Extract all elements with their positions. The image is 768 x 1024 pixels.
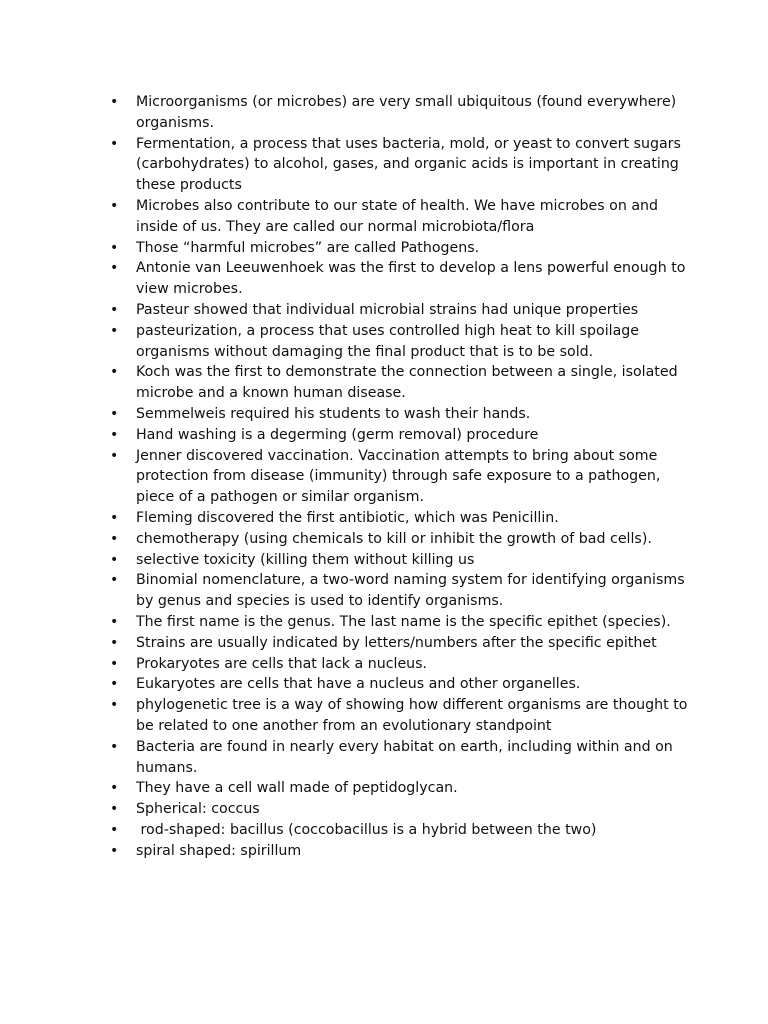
bullet-dot: •: [110, 260, 119, 277]
list-item-text: Pasteur showed that individual microbial strains had unique properties: [136, 301, 639, 318]
bullet-dot: •: [110, 239, 119, 256]
list-item: [108, 778, 688, 799]
bullet-dot: •: [110, 322, 119, 339]
list-item-text: pasteurization, a process that uses controlled high heat to kill spoilage organisms without damaging the final product that is to be sold.: [136, 322, 644, 360]
list-item: [108, 674, 688, 695]
list-item: [108, 841, 688, 862]
bullet-dot: •: [110, 655, 119, 672]
bullet-dot: •: [110, 842, 119, 859]
list-item: [108, 508, 688, 529]
list-item-text: Those “harmful microbes” are called Pathogens.: [136, 239, 480, 256]
list-item: [108, 321, 688, 363]
list-item: [108, 134, 688, 196]
list-item: [108, 300, 688, 321]
list-item-text: Bacteria are found in nearly every habitat on earth, including within and on humans.: [136, 738, 678, 776]
bullet-dot: •: [110, 613, 119, 630]
bullet-list: [108, 92, 692, 861]
list-item-text: Fleming discovered the first antibiotic, which was Penicillin.: [136, 509, 559, 526]
list-item-text: spiral shaped: spirillum: [136, 842, 302, 859]
list-item: [108, 425, 688, 446]
bullet-dot: •: [110, 135, 119, 152]
list-item-text: Spherical: coccus: [136, 801, 260, 818]
list-item-text: They have a cell wall made of peptidoglycan.: [136, 780, 458, 797]
list-item: [108, 654, 688, 675]
list-item-text: Binomial nomenclature, a two-word naming system for identifying organisms by genus and species is used to identify organisms.: [136, 572, 690, 610]
bullet-dot: •: [110, 426, 119, 443]
bullet-dot: •: [110, 405, 119, 422]
list-item-text: Jenner discovered vaccination. Vaccination attempts to bring about some protection from disease (immunity) through safe exposure to a pathogen, piece of a pathogen or similar organism.: [136, 447, 665, 506]
bullet-dot: •: [110, 780, 119, 797]
list-item-text: Koch was the first to demonstrate the connection between a single, isolated microbe and a known human disease.: [136, 364, 683, 402]
bullet-dot: •: [110, 551, 119, 568]
list-item-text: selective toxicity (killing them without killing us: [136, 551, 475, 568]
list-item: [108, 550, 688, 571]
list-item-text: The first name is the genus. The last name is the specific epithet (species).: [136, 613, 671, 630]
bullet-dot: •: [110, 634, 119, 651]
list-item-text: Fermentation, a process that uses bacteria, mold, or yeast to convert sugars (carbohydrates) to alcohol, gases, and organic acids is important in creating these products: [136, 135, 686, 194]
bullet-dot: •: [110, 301, 119, 318]
list-item: [108, 529, 688, 550]
bullet-dot: •: [110, 676, 119, 693]
list-item: [108, 799, 688, 820]
list-item-text: Hand washing is a degerming (germ removal) procedure: [136, 426, 539, 443]
list-item: [108, 820, 688, 841]
list-item: [108, 446, 688, 508]
list-item: [108, 238, 688, 259]
list-item: [108, 570, 688, 612]
bullet-dot: •: [110, 364, 119, 381]
bullet-dot: •: [110, 447, 119, 464]
bullet-dot: •: [110, 94, 119, 110]
list-item-text: chemotherapy (using chemicals to kill or inhibit the growth of bad cells).: [136, 530, 652, 547]
list-item-text: Eukaryotes are cells that have a nucleus and other organelles.: [136, 676, 581, 693]
bullet-dot: •: [110, 738, 119, 755]
list-item-text: Microbes also contribute to our state of health. We have microbes on and inside of us. They are called our normal microbiota/flora: [136, 197, 663, 235]
bullet-dot: •: [110, 697, 119, 714]
list-item-text: Semmelweis required his students to wash their hands.: [136, 405, 531, 422]
list-item-text: phylogenetic tree is a way of showing how different organisms are thought to be related to one another from an evolutionary standpoint: [136, 697, 692, 734]
list-item: [108, 258, 688, 300]
bullet-dot: •: [110, 197, 119, 214]
list-item: [108, 362, 688, 404]
list-item: [108, 404, 688, 425]
list-item-text: Microorganisms (or microbes) are very small ubiquitous (found everywhere) organisms.: [136, 94, 681, 131]
list-item-text: Prokaryotes are cells that lack a nucleus.: [136, 655, 428, 672]
list-item: [108, 633, 688, 654]
bullet-dot: •: [110, 801, 119, 818]
list-item: [108, 612, 688, 633]
bullet-dot: •: [110, 530, 119, 547]
list-item: [108, 695, 692, 737]
list-item-text: Antonie van Leeuwenhoek was the first to develop a lens powerful enough to view microbes.: [136, 260, 690, 298]
bullet-dot: •: [110, 509, 119, 526]
list-item: [108, 196, 688, 238]
list-item: [108, 92, 688, 134]
list-item-text: rod-shaped: bacillus (coccobacillus is a hybrid between the two): [136, 821, 597, 838]
list-item: [108, 737, 688, 779]
bullet-dot: •: [110, 821, 119, 838]
bullet-dot: •: [110, 572, 119, 589]
list-item-text: Strains are usually indicated by letters/numbers after the specific epithet: [136, 634, 657, 651]
